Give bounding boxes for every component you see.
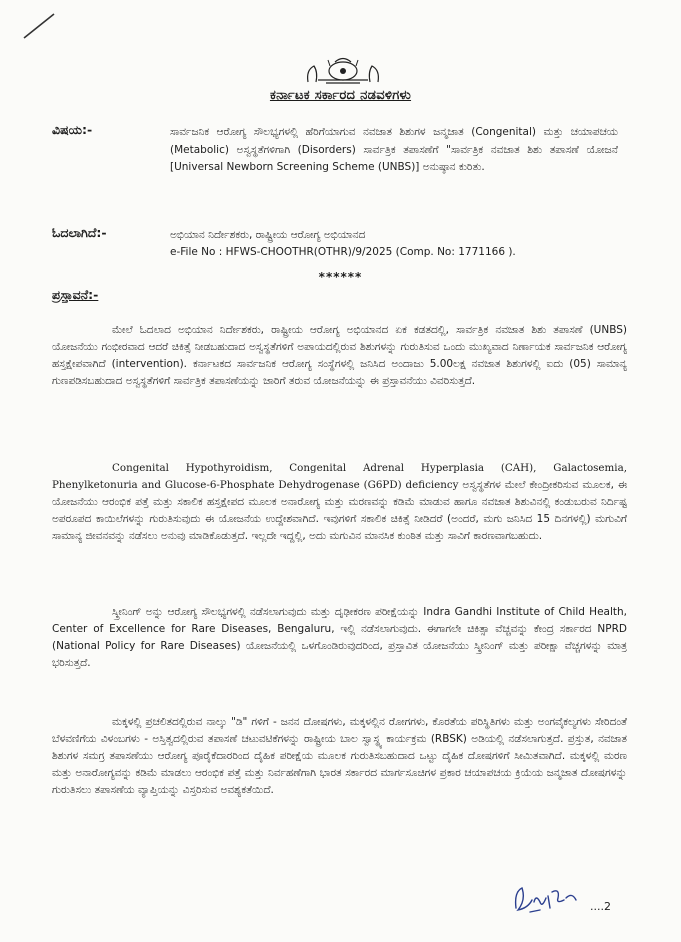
separator: ****** [318, 270, 363, 284]
handwritten-signature [510, 878, 584, 918]
document-title: ಕರ್ನಾಟಕ ಸರ್ಕಾರದ ನಡವಳಿಗಳು [269, 88, 412, 103]
reference-label: ಓದಲಾಗಿದೆ:- [52, 225, 107, 240]
disorders-list: Congenital Hypothyroidism, Congenital Adrenal Hyperplasia (CAH), Galactosemia, Phenylketonuria and Glucose-6-Phosphate Dehydrogenase (G6PD) deficiency [52, 462, 627, 491]
preamble-paragraph-2-text: ಅಸ್ವಸ್ಥತೆಗಳ ಮೇಲೆ ಕೇಂದ್ರೀಕರಿಸುವ ಮೂಲಕ, ಈ ಯೋಜನೆಯು ಆರಂಭಿಕ ಪತ್ತೆ ಮತ್ತು ಸಕಾಲಿಕ ಹಸ್ತಕ್ಷೇಪದ ಮೂಲಕ ಅನಾರೋಗ್ಯ ಮತ್ತು ಮರಣವನ್ನು ಕಡಿಮೆ ಮಾಡುವ ಹಾಗೂ ನವಜಾತ ಶಿಶುವಿನಲ್ಲಿ ಕಂಡುಬರುವ ನಿರ್ದಿಷ್ಟ ಅಪರೂಪದ ಕಾಯಿಲೆಗಳನ್ನು ಗುರುತಿಸುವುದು ಈ ಯೋಜನೆಯ ಉದ್ದೇಶವಾಗಿದೆ. ಇವುಗಳಿಗೆ ಸಕಾಲಿಕ ಚಿಕಿತ್ಸೆ ನೀಡಿದರೆ (ಅಂದರೆ, ಮಗು ಜನಿಸಿದ 15 ದಿನಗಳಲ್ಲಿ) ಮಗುವಿಗೆ ಸಾಮಾನ್ಯ ಜೀವನವನ್ನು ನಡೆಸಲು ಅನುವು ಮಾಡಿಕೊಡುತ್ತದೆ. ಇಲ್ಲದೇ ಇದ್ದಲ್ಲಿ, ಅದು ಮಗುವಿನ ಮಾನಸಿಕ ಕುಂಠಿತ ಮತ್ತು ಸಾವಿಗೆ ಕಾರಣವಾಗಬಹುದು. [52, 479, 627, 542]
subject-text: ಸಾರ್ವಜನಿಕ ಆರೋಗ್ಯ ಸೌಲಭ್ಯಗಳಲ್ಲಿ ಹೆರಿಗೆಯಾಗುವ ನವಜಾತ ಶಿಶುಗಳ ಜನ್ಮಜಾತ (Congenital) ಮತ್ತು ಚಯಾಪಚಯ (Metabolic) ಅಸ್ವಸ್ಥತೆಗಳಿಗಾಗಿ (Disorders) ಸಾರ್ವತ್ರಿಕ ತಪಾಸಣೆಗೆ "ಸಾರ್ವತ್ರಿಕ ನವಜಾತ ಶಿಶು ತಪಾಸಣೆ ಯೋಜನೆ [Universal Newborn Screening Scheme (UNBS)] ಅನುಷ್ಠಾನ ಕುರಿತು. [170, 126, 618, 173]
preamble-paragraph-2 [52, 460, 627, 545]
preamble-paragraph-3: ಸ್ಕ್ರೀನಿಂಗ್ ಅನ್ನು ಆರೋಗ್ಯ ಸೌಲಭ್ಯಗಳಲ್ಲಿ ನಡೆಸಲಾಗುವುದು ಮತ್ತು ದೃಢೀಕರಣ ಪರೀಕ್ಷೆಯನ್ನು Indra Gandhi Institute of Child Health, Center of Excellence for Rare Diseases, Bengaluru, ಇಲ್ಲಿ ನಡೆಸಲಾಗುವುದು. ಈಗಾಗಲೇ ಚಿಕಿತ್ಸಾ ವೆಚ್ಚವನ್ನು ಕೇಂದ್ರ ಸರ್ಕಾರದ NPRD (National Policy for Rare Diseases) ಯೋಜನೆಯಲ್ಲಿ ಒಳಗೊಂಡಿರುವುದರಿಂದ, ಪ್ರಸ್ತಾವಿತ ಯೋಜನೆಯು ಸ್ಕ್ರೀನಿಂಗ್ ಮತ್ತು ಪರೀಕ್ಷಾ ವೆಚ್ಚಗಳನ್ನು ಮಾತ್ರ ಭರಿಸುತ್ತದೆ. [52, 606, 627, 669]
preamble-heading: ಪ್ರಸ್ತಾವನೆ:- [52, 287, 99, 302]
preamble-paragraph-4: ಮಕ್ಕಳಲ್ಲಿ ಪ್ರಚಲಿತದಲ್ಲಿರುವ ನಾಲ್ಕು "ಡಿ" ಗಳಿಗೆ - ಜನನ ದೋಷಗಳು, ಮಕ್ಕಳಲ್ಲಿನ ರೋಗಗಳು, ಕೊರತೆಯ ಪರಿಸ್ಥಿತಿಗಳು ಮತ್ತು ಅಂಗವೈಕಲ್ಯಗಳು ಸೇರಿದಂತೆ ಬೆಳವಣಿಗೆಯ ವಿಳಂಬಗಳು - ಅಸ್ತಿತ್ವದಲ್ಲಿರುವ ತಪಾಸಣೆ ಚಟುವಟಿಕೆಗಳನ್ನು ರಾಷ್ಟ್ರೀಯ ಬಾಲ ಸ್ವಾಸ್ಥ್ಯ ಕಾರ್ಯಕ್ರಮ (RBSK) ಅಡಿಯಲ್ಲಿ ನಡೆಸಲಾಗುತ್ತದೆ. ಪ್ರಸ್ತುತ, ನವಜಾತ ಶಿಶುಗಳ ಸಮಗ್ರ ತಪಾಸಣೆಯು ಆರೋಗ್ಯ ಪೂರೈಕೆದಾರರಿಂದ ದೈಹಿಕ ಪರೀಕ್ಷೆಯ ಮೂಲಕ ಗುರುತಿಸಬಹುದಾದ ಒಟ್ಟು ದೈಹಿಕ ದೋಷಗಳಿಗೆ ಸೀಮಿತವಾಗಿದೆ. ಮಕ್ಕಳಲ್ಲಿ ಮರಣ ಮತ್ತು ಅನಾರೋಗ್ಯವನ್ನು ಕಡಿಮೆ ಮಾಡಲು ಆರಂಭಿಕ ಪತ್ತೆ ಮತ್ತು ನಿರ್ವಹಣೆಗಾಗಿ ಭಾರತ ಸರ್ಕಾರದ ಮಾರ್ಗಸೂಚಿಗಳ ಪ್ರಕಾರ ಚಯಾಪಚಯ ಕ್ರಿಯೆಯ ಜನ್ಮಜಾತ ದೋಷಗಳನ್ನು ಗುರುತಿಸಲು ತಪಾಸಣೆಯ ವ್ಯಾಪ್ತಿಯನ್ನು ವಿಸ್ತರಿಸುವ ಅವಶ್ಯಕತೆಯಿದೆ. [52, 716, 627, 796]
pen-mark [18, 8, 58, 48]
reference-efile-number: e-File No : HFWS-CHOOTHR(OTHR)/9/2025 (Comp. No: 1771166 ). [170, 246, 516, 258]
reference-line-1: ಅಭಿಯಾನ ನಿರ್ದೇಶಕರು, ರಾಷ್ಟ್ರೀಯ ಆರೋಗ್ಯ ಅಭಿಯಾನದ [170, 229, 366, 241]
preamble-paragraph-1: ಮೇಲೆ ಓದಲಾದ ಅಭಿಯಾನ ನಿರ್ದೇಶಕರು, ರಾಷ್ಟ್ರೀಯ ಆರೋಗ್ಯ ಅಭಿಯಾನದ ಏಕ ಕಡತದಲ್ಲಿ, ಸಾರ್ವತ್ರಿಕ ನವಜಾತ ಶಿಶು ತಪಾಸಣೆ (UNBS) ಯೋಜನೆಯು ಗಂಭೀರವಾದ ಆದರೆ ಚಿಕಿತ್ಸೆ ನೀಡಬಹುದಾದ ಅಸ್ವಸ್ಥತೆಗಳಿಗೆ ಅಪಾಯದಲ್ಲಿರುವ ಶಿಶುಗಳನ್ನು ಗುರುತಿಸುವ ಒಂದು ಮುಖ್ಯವಾದ ನಿರ್ಣಾಯಕ ಸಾರ್ವಜನಿಕ ಆರೋಗ್ಯ ಹಸ್ತಕ್ಷೇಪವಾಗಿದೆ (intervention). ಕರ್ನಾಟಕದ ಸಾರ್ವಜನಿಕ ಆರೋಗ್ಯ ಸಂಸ್ಥೆಗಳಲ್ಲಿ ಜನಿಸಿದ ಅಂದಾಜು 5.00ಲಕ್ಷ ನವಜಾತ ಶಿಶುಗಳಲ್ಲಿ ಐದು (05) ಸಾಮಾನ್ಯ ಗುಣಪಡಿಸಬಹುದಾದ ಅಸ್ವಸ್ಥತೆಗಳಿಗೆ ಸಾರ್ವತ್ರಿಕ ತಪಾಸಣೆಯನ್ನು ಜಾರಿಗೆ ತರುವ ಯೋಜನೆಯನ್ನು ಈ ಪ್ರಸ್ತಾವನೆಯು ವಿವರಿಸುತ್ತದೆ. [52, 324, 627, 387]
next-page-indicator: ....2 [590, 900, 611, 913]
state-emblem-icon [300, 56, 386, 86]
subject-label: ವಿಷಯ:- [52, 122, 93, 137]
